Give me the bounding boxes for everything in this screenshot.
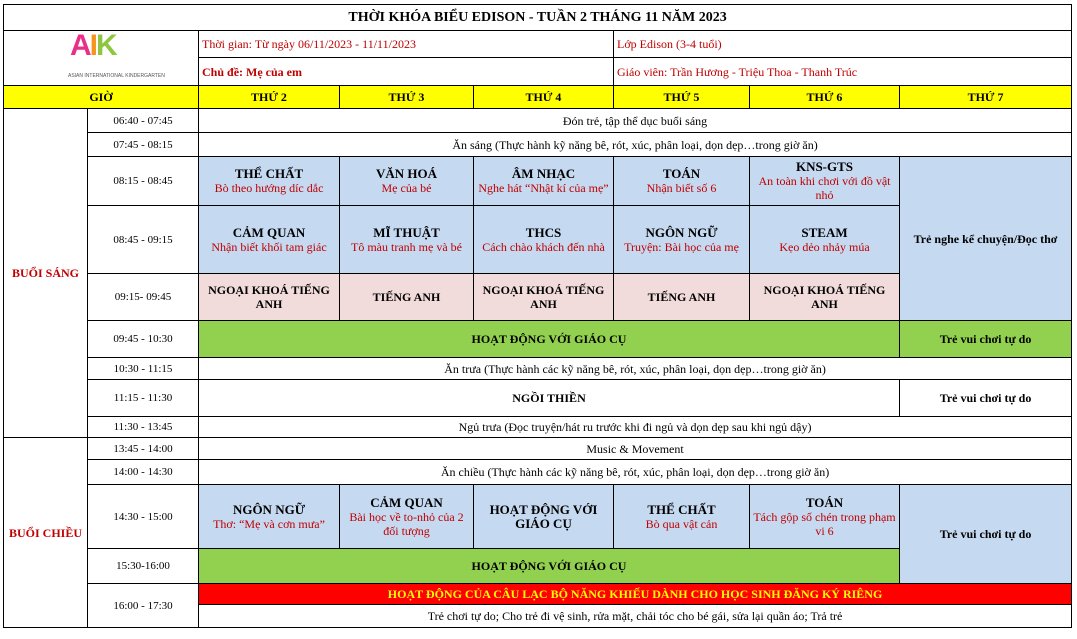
activity-tools-row: HOẠT ĐỘNG VỚI GIÁO CỤ (199, 549, 900, 584)
time-slot: 16:00 - 17:30 (88, 584, 199, 628)
header-day: THỨ 7 (900, 86, 1072, 109)
time-slot: 10:30 - 11:15 (88, 358, 199, 380)
time-slot: 06:40 - 07:45 (88, 109, 199, 133)
meditation-row: NGỒI THIỀN (199, 380, 900, 417)
saturday-story: Trẻ nghe kể chuyện/Đọc thơ (900, 157, 1072, 321)
time-slot: 14:00 - 14:30 (88, 460, 199, 485)
english-cell: NGOẠI KHOÁ TIẾNG ANH (750, 274, 900, 321)
snack-row: Ăn chiều (Thực hành các kỹ năng bê, rót, xúc, phân loại, dọn dẹp…trong giờ ăn) (199, 460, 1072, 485)
lesson-cell: VĂN HOÁ Mẹ của bé (340, 157, 474, 206)
teachers: Giáo viên: Trần Hương - Triệu Thoa - Thanh Trúc (614, 58, 1072, 86)
session-morning: BUỔI SÁNG (4, 109, 88, 438)
nap-row: Ngủ trưa (Đọc truyện/hát ru trước khi đi ngủ và dọn dẹp sau khi ngủ dậy) (199, 417, 1072, 438)
club-row: HOẠT ĐỘNG CỦA CÂU LẠC BỘ NĂNG KHIẾU DÀNH CHO HỌC SINH ĐĂNG KÝ RIÊNG (199, 584, 1072, 605)
lesson-cell: NGÔN NGỮ Thơ: “Mẹ và cơn mưa” (199, 485, 340, 549)
time-slot: 11:15 - 11:30 (88, 380, 199, 417)
time-slot: 08:45 - 09:15 (88, 206, 199, 274)
lesson-cell: CẢM QUAN Bài học về to-nhỏ của 2 đối tượng (340, 485, 474, 549)
english-cell: TIẾNG ANH (614, 274, 750, 321)
header-day: THỨ 5 (614, 86, 750, 109)
topic: Chủ đề: Mẹ của em (199, 58, 614, 86)
lesson-cell: TOÁN Tách gộp số chén trong phạm vi 6 (750, 485, 900, 549)
lesson-cell: MĨ THUẬT Tô màu tranh mẹ và bé (340, 206, 474, 274)
page-title: THỜI KHÓA BIỂU EDISON - TUẦN 2 THÁNG 11 NĂM 2023 (4, 5, 1072, 31)
saturday-free-play: Trẻ vui chơi tự do (900, 380, 1072, 417)
aik-logo: AIK ASIAN INTERNATIONAL KINDERGARTEN (68, 30, 165, 79)
time-slot: 08:15 - 08:45 (88, 157, 199, 206)
date-range: Thời gian: Từ ngày 06/11/2023 - 11/11/2023 (199, 31, 614, 58)
time-slot: 07:45 - 08:15 (88, 133, 199, 157)
english-cell: TIẾNG ANH (340, 274, 474, 321)
time-slot: 13:45 - 14:00 (88, 438, 199, 460)
lesson-cell: HOẠT ĐỘNG VỚI GIÁO CỤ (474, 485, 614, 549)
english-cell: NGOẠI KHOÁ TIẾNG ANH (199, 274, 340, 321)
header-time: GIỜ (4, 86, 199, 109)
lesson-cell: THỂ CHẤT Bò qua vật cản (614, 485, 750, 549)
timetable (3, 4, 1072, 628)
header-day: THỨ 4 (474, 86, 614, 109)
header-day: THỨ 3 (340, 86, 474, 109)
lesson-cell: NGÔN NGỮ Truyện: Bài học của mẹ (614, 206, 750, 274)
lesson-cell: ÂM NHẠC Nghe hát “Nhật kí của mẹ” (474, 157, 614, 206)
lesson-cell: CẢM QUAN Nhận biết khối tam giác (199, 206, 340, 274)
lesson-cell: TOÁN Nhận biết số 6 (614, 157, 750, 206)
lesson-cell: KNS-GTS An toàn khi chơi với đồ vật nhỏ (750, 157, 900, 206)
saturday-free-play: Trẻ vui chơi tự do (900, 485, 1072, 584)
saturday-free-play: Trẻ vui chơi tự do (900, 321, 1072, 358)
english-cell: NGOẠI KHOÁ TIẾNG ANH (474, 274, 614, 321)
time-slot: 15:30-16:00 (88, 549, 199, 584)
arrival-row: Đón trẻ, tập thể dục buổi sáng (199, 109, 1072, 133)
lesson-cell: STEAM Kẹo dẻo nhảy múa (750, 206, 900, 274)
lunch-row: Ăn trưa (Thực hành các kỹ năng bê, rót, xúc, phân loại, dọn dẹp…trong giờ ăn) (199, 358, 1072, 380)
time-slot: 11:30 - 13:45 (88, 417, 199, 438)
activity-tools-row: HOẠT ĐỘNG VỚI GIÁO CỤ (199, 321, 900, 358)
time-slot: 09:15- 09:45 (88, 274, 199, 321)
header-day: THỨ 6 (750, 86, 900, 109)
time-slot: 09:45 - 10:30 (88, 321, 199, 358)
music-row: Music & Movement (199, 438, 1072, 460)
lesson-cell: THỂ CHẤT Bò theo hướng díc dắc (199, 157, 340, 206)
lesson-cell: THCS Cách chào khách đến nhà (474, 206, 614, 274)
breakfast-row: Ăn sáng (Thực hành kỹ năng bê, rót, xúc, phân loại, dọn dẹp…trong giờ ăn) (199, 133, 1072, 157)
end-of-day-row: Trẻ chơi tự do; Cho trẻ đi vệ sinh, rửa mặt, chải tóc cho bé gái, sửa lại quần áo; Trả trẻ (199, 605, 1072, 628)
class-name: Lớp Edison (3-4 tuổi) (614, 31, 1072, 58)
header-day: THỨ 2 (199, 86, 340, 109)
time-slot: 14:30 - 15:00 (88, 485, 199, 549)
school-logo (4, 31, 199, 86)
session-afternoon: BUỔI CHIỀU (4, 438, 88, 628)
